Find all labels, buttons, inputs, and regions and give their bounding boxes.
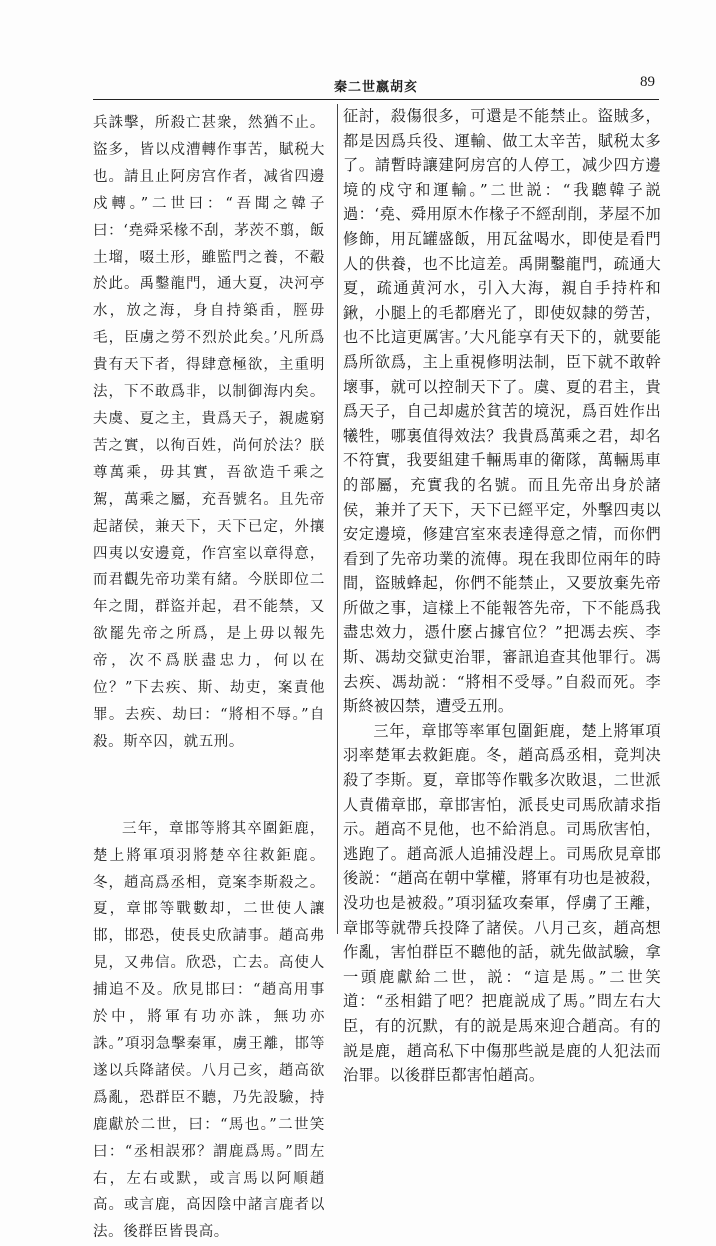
left-paragraph-2: 三年，章邯等將其卒圍鉅鹿，楚上將軍項羽將楚卒往救鉅鹿。冬，趙高爲丞相，竟案李斯殺之。夏，章邯等戰數却，二世使人讓邯，邯恐，使長史欣請事。趙高弗見，又弗信。欣恐，亡去。高使人捕追不及。欣見邯曰：“趙高用事於中，將軍有功亦誅，無功亦誅。”項羽急擊秦軍，虜王離，邯等遂以兵降諸侯。八月己亥，趙高欲爲亂，恐群臣不聽，乃先設驗，持鹿獻於二世，曰：“馬也。”二世笑曰：“丞相誤邪？謂鹿爲馬。”問左右，左右或默，或言馬以阿順趙高。或言鹿，高因陰中諸言鹿者以法。後群臣皆畏高。 [93, 820, 325, 1241]
left-column-classical-text [93, 110, 325, 1246]
header-rule [93, 99, 659, 100]
running-header [93, 76, 659, 98]
right-column-translation [343, 104, 661, 1088]
chapter-title: 秦二世嬴胡亥 [333, 80, 418, 95]
right-paragraph-2: 三年，章邯等率軍包圍鉅鹿，楚上將軍項羽率楚軍去救鉅鹿。冬，趙高爲丞相，竟判决殺了李斯。夏，章邯等作戰多次敗退，二世派人責備章邯，章邯害怕，派長史司馬欣請求指示。趙高不見他，也不給消息。司馬欣害怕，逃跑了。趙高派人追捕没趕上。司馬欣見章邯後説：“趙高在朝中掌權，將軍有功也是被殺，没功也是被殺。”項羽猛攻秦軍，俘虜了王離，章邯等就帶兵投降了諸侯。八月己亥，趙高想作亂，害怕群臣不聽他的話，就先做試驗，拿一頭鹿獻給二世，説：“這是馬。”二世笑道：“丞相錯了吧？把鹿説成了馬。”問左右大臣，有的沉默，有的説是馬來迎合趙高。有的説是鹿，趙高私下中傷那些説是鹿的人犯法而治罪。以後群臣都害怕趙高。 [343, 721, 661, 1085]
page-number: 89 [640, 74, 655, 90]
right-paragraph-1: 征討，殺傷很多，可還是不能禁止。盜賊多，都是因爲兵役、運輸、做工太辛苦，賦税太多了。請暫時讓建阿房宫的人停工，减少四方邊境的戍守和運輸。”二世説：“我聽韓子説過：‘堯、舜用原木作椽子不經刮削，茅屋不加修飾，用瓦罐盛飯，用瓦盆喝水，即使是看門人的供養，也不比這差。禹開鑿龍門，疏通大夏，疏通黄河水，引入大海，親自手持杵和鍬，小腿上的毛都磨光了，即使奴隸的勞苦，也不比這更厲害。’大凡能享有天下的，就要能爲所欲爲，主上重視修明法制，臣下就不敢幹壞事，就可以控制天下了。虞、夏的君主，貴爲天子，自己却處於貧苦的境況，爲百姓作出犧牲，哪裏值得效法？我貴爲萬乘之君，却名不符實，我要組建千輛馬車的衛隊，萬輛馬車的部屬，充實我的名號。而且先帝出身於諸侯，兼并了天下，天下已經平定，外擊四夷以安定邊境，修建宫室來表達得意之情，而你們看到了先帝功業的流傳。現在我即位兩年的時間，盜賊蜂起，你們不能禁止，又要放棄先帝所做之事，這樣上不能報答先帝，下不能爲我盡忠效力，憑什麽占據官位？”把馮去疾、李斯、馮劫交獄吏治罪，審訊追查其他罪行。馮去疾、馮劫説：“將相不受辱。”自殺而死。李斯終被囚禁，遭受五刑。 [343, 107, 661, 716]
column-divider [337, 104, 338, 934]
left-paragraph-1: 兵誅擊，所殺亡甚衆，然猶不止。盜多，皆以戍漕轉作事苦，賦税大也。請且止阿房宫作者，减省四邊戍轉。”二世曰：“吾聞之韓子曰：‘堯舜采椽不刮，茅茨不翦，飯土塯，啜土形，雖監門之養，不觳於此。禹鑿龍門，通大夏，决河亭水，放之海，身自持築臿，脛毋毛，臣虜之勞不烈於此矣。’凡所爲貴有天下者，得肆意極欲，主重明法，下不敢爲非，以制御海内矣。夫虞、夏之主，貴爲天子，親處窮苦之實，以徇百姓，尚何於法？朕尊萬乘，毋其實，吾欲造千乘之駕，萬乘之屬，充吾號名。且先帝起諸侯，兼天下，天下已定，外攘四夷以安邊竟，作宫室以章得意，而君觀先帝功業有緒。今朕即位二年之閒，群盜并起，君不能禁，又欲罷先帝之所爲，是上毋以報先帝，次不爲朕盡忠力，何以在位？”下去疾、斯、劫吏，案責他罪。去疾、劫曰：“將相不辱。”自殺。斯卒囚，就五刑。 [93, 115, 325, 750]
